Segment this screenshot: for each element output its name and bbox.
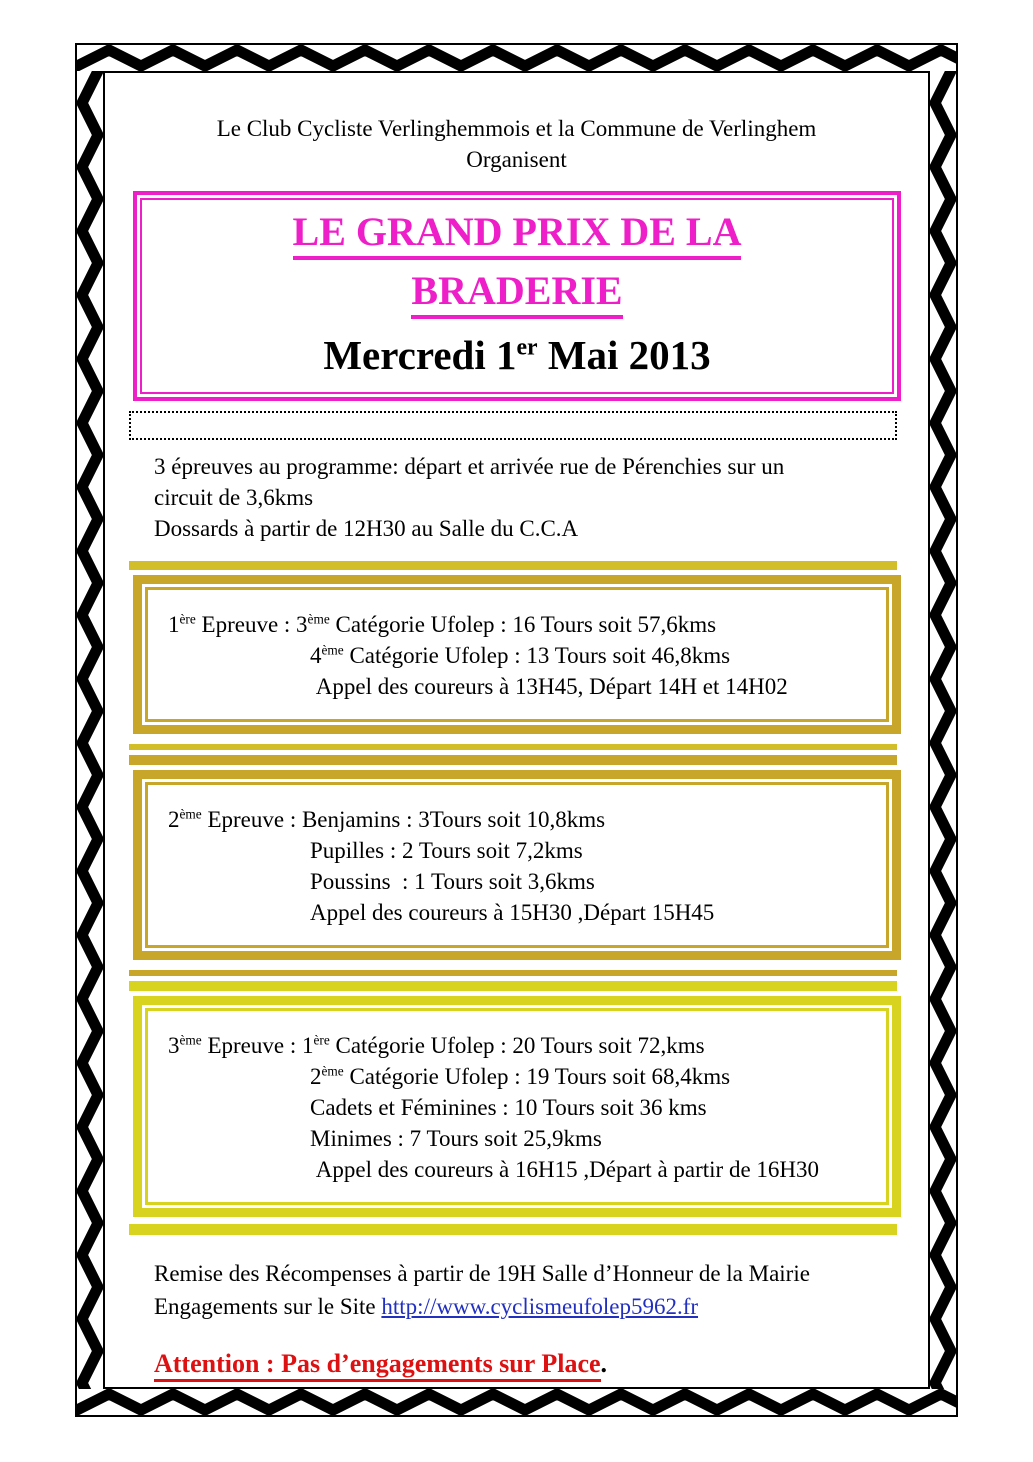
separator-bar <box>129 981 897 991</box>
event-line: 3ème Epreuve : 1ère Catégorie Ufolep : 20 Tours soit 72,kms <box>168 1032 705 1058</box>
title-line-2: BRADERIE <box>411 269 622 319</box>
event-line: Appel des coureurs à 15H30 ,Départ 15H45 <box>310 900 715 925</box>
event-line: 2ème Epreuve : Benjamins : 3Tours soit 10,8kms <box>168 806 606 832</box>
footer-text <box>133 1257 901 1323</box>
event-box-2 <box>133 770 901 960</box>
event-box-3 <box>133 996 901 1217</box>
content-frame <box>103 71 930 1389</box>
title-line-1: LE GRAND PRIX DE LA <box>293 210 742 260</box>
separator-bar <box>129 744 897 750</box>
title-box <box>133 191 901 401</box>
intro-line-3: Dossards à partir de 12H30 au Salle du C.C.A <box>154 516 579 541</box>
intro-text <box>133 451 901 544</box>
footer-engagements-line <box>154 1290 901 1323</box>
event-line: Cadets et Féminines : 10 Tours soit 36 kms <box>310 1095 707 1120</box>
event-line: Minimes : 7 Tours soit 25,9kms <box>310 1126 602 1151</box>
separator-bar <box>129 1224 897 1235</box>
dotted-box <box>129 411 897 440</box>
event-box-3-inner <box>145 1008 889 1205</box>
organizer-line: Le Club Cycliste Verlinghemmois et la Commune de Verlinghem <box>216 116 817 141</box>
separator-bar <box>129 970 897 976</box>
organizer-header <box>105 113 928 175</box>
chevron-border-left <box>77 71 103 1389</box>
event-line: 2ème Catégorie Ufolep : 19 Tours soit 68,4kms <box>310 1063 731 1089</box>
intro-line-1: 3 épreuves au programme: départ et arrivée rue de Pérenchies sur un <box>154 454 785 479</box>
attention-period: . <box>600 1349 608 1378</box>
site-link[interactable]: http://www.cyclismeufolep5962.fr <box>381 1294 699 1319</box>
event-line: Appel des coureurs à 13H45, Départ 14H et 14H02 <box>310 674 788 699</box>
separator-bar <box>129 561 897 570</box>
event-line: 4ème Catégorie Ufolep : 13 Tours soit 46,8kms <box>310 642 731 668</box>
organisent-line: Organisent <box>466 147 567 172</box>
attention-note <box>133 1347 901 1381</box>
event-line: Poussins : 1 Tours soit 3,6kms <box>310 869 595 894</box>
event-date: Mercredi 1er Mai 2013 <box>323 332 711 378</box>
title-box-inner <box>140 198 894 394</box>
footer-remise-line: Remise des Récompenses à partir de 19H Salle d’Honneur de la Mairie <box>154 1261 810 1286</box>
attention-text: Attention : Pas d’engagements sur Place <box>154 1349 601 1382</box>
footer-engagements-prefix: Engagements sur le Site <box>154 1294 382 1319</box>
intro-line-2: circuit de 3,6kms <box>154 485 314 510</box>
chevron-border-bottom <box>77 1389 956 1415</box>
chevron-border-right <box>930 71 956 1389</box>
event-box-2-inner <box>145 782 889 948</box>
page-border <box>75 43 958 1417</box>
event-line: Appel des coureurs à 16H15 ,Départ à partir de 16H30 <box>310 1157 820 1182</box>
separator-bar <box>129 755 897 765</box>
event-line: Pupilles : 2 Tours soit 7,2kms <box>310 838 583 863</box>
event-box-1 <box>133 575 901 734</box>
event-box-1-inner <box>145 587 889 722</box>
chevron-border-top <box>77 45 956 71</box>
event-line: 1ère Epreuve : 3ème Catégorie Ufolep : 16 Tours soit 57,6kms <box>168 611 717 637</box>
